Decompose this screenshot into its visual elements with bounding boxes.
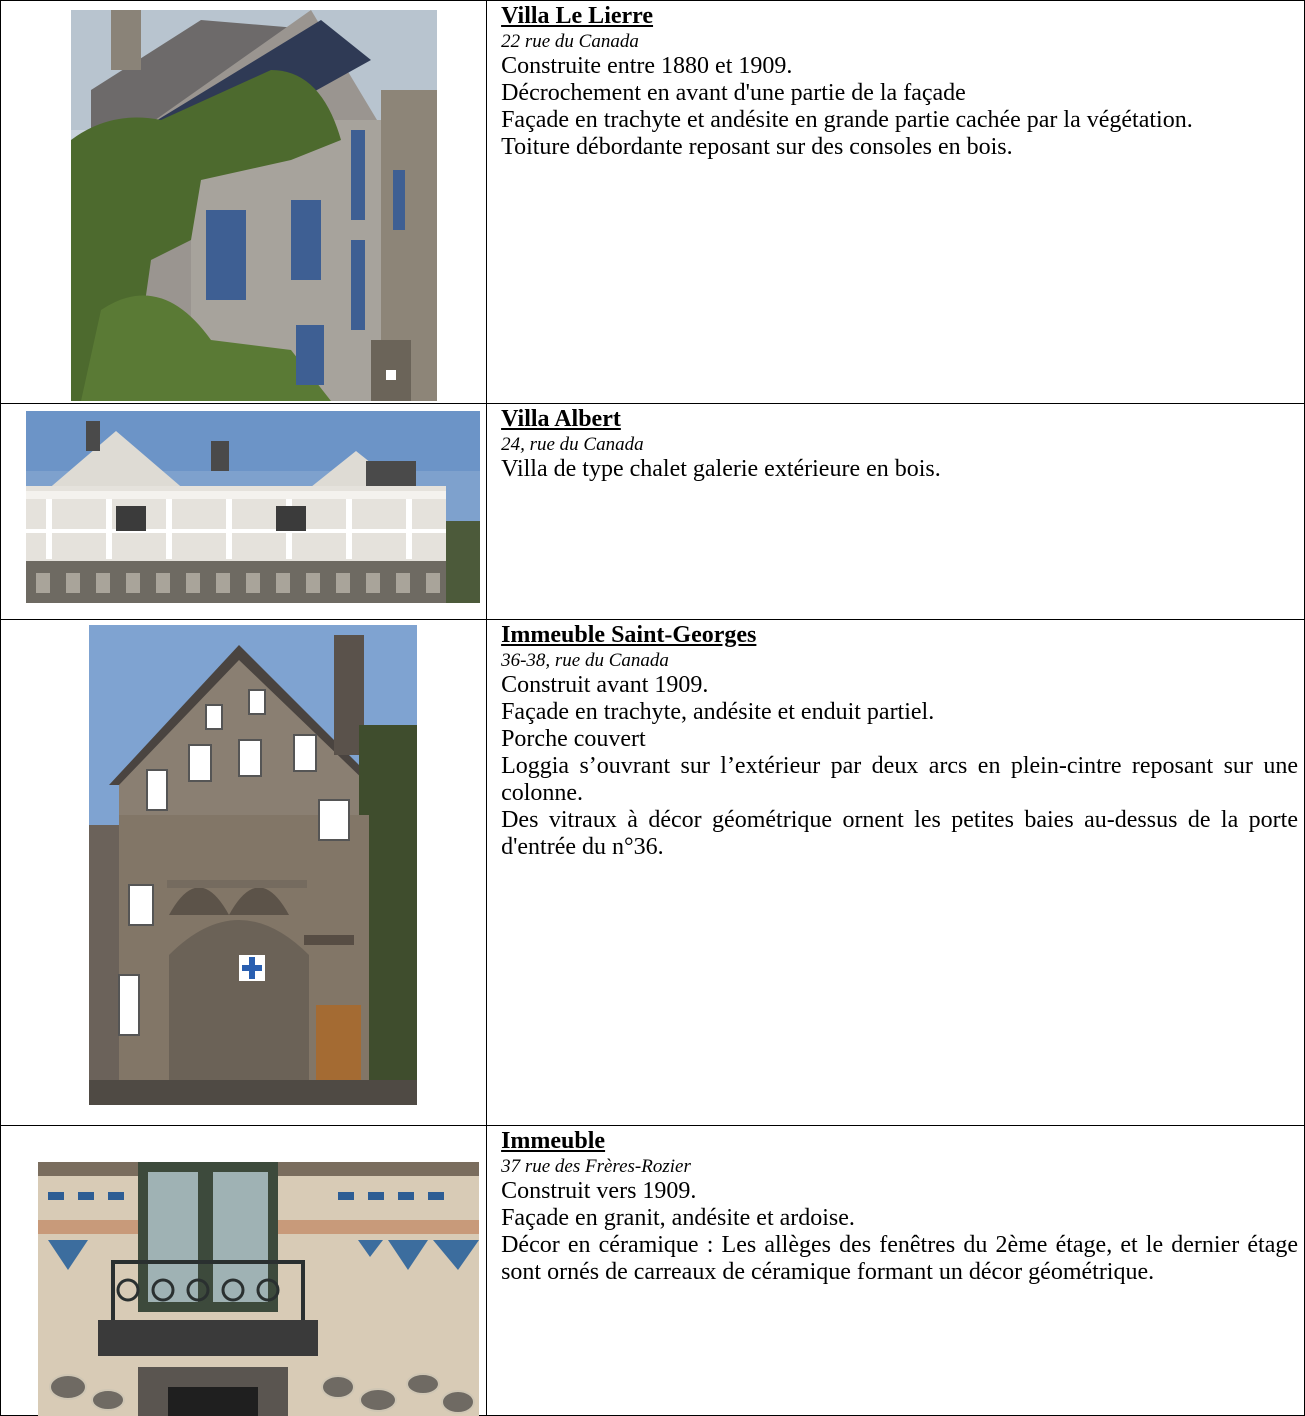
immeuble-rozier-photo xyxy=(38,1162,479,1416)
entry-address: 37 rue des Frères-Rozier xyxy=(501,1156,691,1177)
description-cell xyxy=(487,620,1305,1126)
description-cell xyxy=(487,1126,1305,1416)
immeuble-saint-georges-photo xyxy=(89,625,417,1105)
entry-address: 24, rue du Canada xyxy=(501,434,644,455)
entry-address: 36-38, rue du Canada xyxy=(501,650,669,671)
entry-line: Façade en granit, andésite et ardoise. xyxy=(501,1205,855,1231)
entry-line: Décrochement en avant d'une partie de la façade xyxy=(501,80,966,106)
entry-title: Immeuble Saint-Georges xyxy=(501,622,757,648)
entry-line: Des vitraux à décor géométrique ornent les petites baies au-dessus de la porte d'entrée du n°36. xyxy=(501,807,1298,860)
entry-line: Villa de type chalet galerie extérieure en bois. xyxy=(501,456,941,482)
villa-le-lierre-photo xyxy=(71,10,437,401)
entry-line: Façade en trachyte et andésite en grande partie cachée par la végétation. xyxy=(501,107,1193,133)
entry-title: Immeuble xyxy=(501,1128,606,1154)
photo-cell xyxy=(1,620,487,1126)
entry-row xyxy=(1,404,1305,620)
entry-row xyxy=(1,620,1305,1126)
villa-albert-photo xyxy=(26,411,480,603)
description-cell xyxy=(487,1,1305,404)
photo-cell xyxy=(1,1126,487,1416)
entry-row xyxy=(1,1,1305,404)
entry-line: Construite entre 1880 et 1909. xyxy=(501,53,793,79)
entry-title: Villa Le Lierre xyxy=(501,3,654,29)
entry-title: Villa Albert xyxy=(501,406,621,432)
photo-cell xyxy=(1,404,487,620)
entry-line: Décor en céramique : Les allèges des fenêtres du 2ème étage, et le dernier étage sont ornés de carreaux de céramique formant un décor géométrique. xyxy=(501,1232,1298,1285)
entry-address: 22 rue du Canada xyxy=(501,31,639,52)
entry-line: Loggia s’ouvrant sur l’extérieur par deux arcs en plein-cintre reposant sur une colonne. xyxy=(501,753,1298,806)
entry-row xyxy=(1,1126,1305,1416)
photo-cell xyxy=(1,1,487,404)
entry-line: Toiture débordante reposant sur des consoles en bois. xyxy=(501,134,1013,160)
entry-line: Façade en trachyte, andésite et enduit partiel. xyxy=(501,699,935,725)
description-cell xyxy=(487,404,1305,620)
entry-line: Construit avant 1909. xyxy=(501,672,709,698)
entry-line: Porche couvert xyxy=(501,726,646,752)
entry-line: Construit vers 1909. xyxy=(501,1178,697,1204)
